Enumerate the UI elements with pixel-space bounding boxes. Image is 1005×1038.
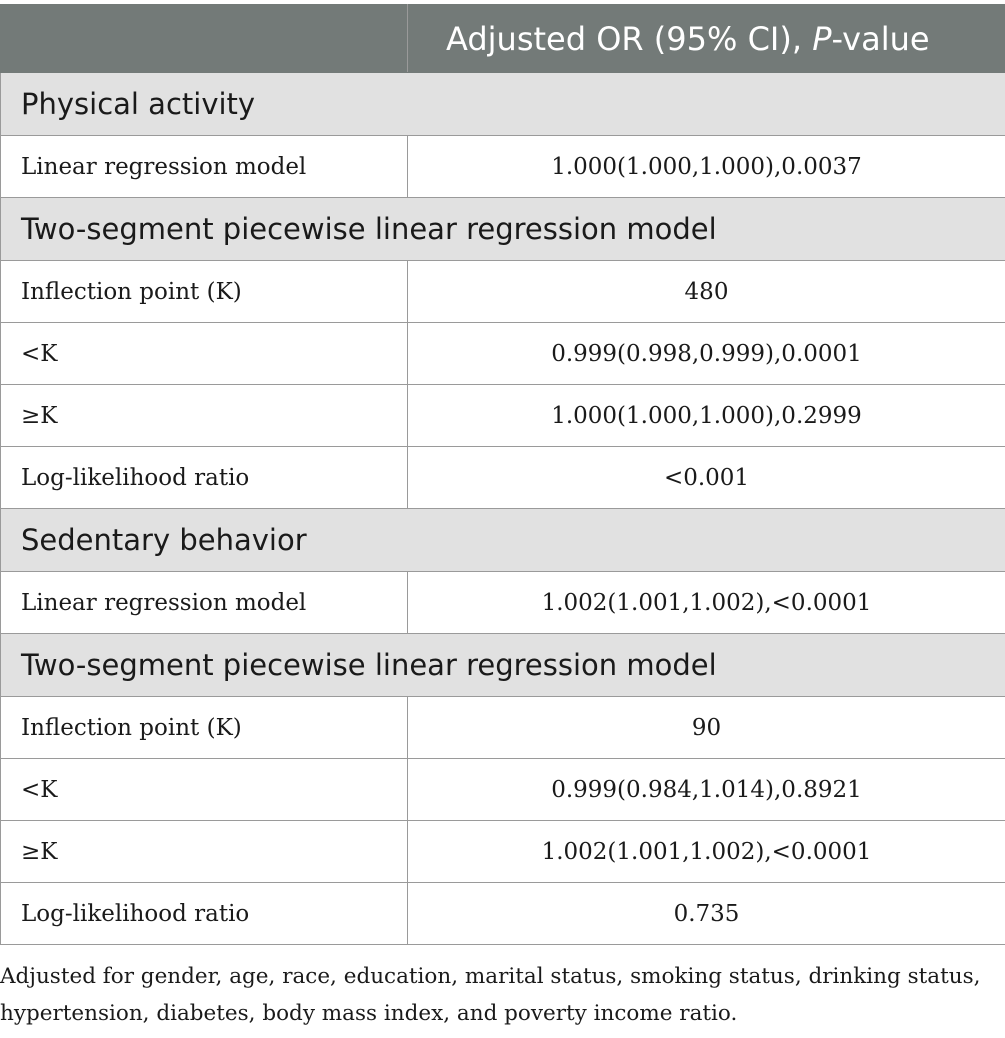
table-row xyxy=(1,697,1005,759)
row-value: 0.999(0.984,1.014),0.8921 xyxy=(408,759,1005,821)
row-value: <0.001 xyxy=(408,447,1005,509)
table-row xyxy=(1,136,1005,198)
header-or-column xyxy=(408,5,1005,73)
row-value: 90 xyxy=(408,697,1005,759)
row-label: Linear regression model xyxy=(1,572,408,634)
table-row xyxy=(1,261,1005,323)
section-title: Two-segment piecewise linear regression model xyxy=(1,198,1005,261)
row-label: Linear regression model xyxy=(1,136,408,198)
header-prefix: Adjusted OR (95% CI), xyxy=(446,19,813,58)
section-row-sedentary-behavior xyxy=(1,509,1005,572)
header-suffix: -value xyxy=(831,19,930,58)
section-title: Two-segment piecewise linear regression model xyxy=(1,634,1005,697)
table-row xyxy=(1,759,1005,821)
row-label: Log-likelihood ratio xyxy=(1,883,408,945)
row-label: ≥K xyxy=(1,821,408,883)
table-row xyxy=(1,323,1005,385)
row-value: 1.000(1.000,1.000),0.2999 xyxy=(408,385,1005,447)
row-label: Inflection point (K) xyxy=(1,697,408,759)
row-label: Inflection point (K) xyxy=(1,261,408,323)
section-row-piecewise-pa xyxy=(1,198,1005,261)
row-label: <K xyxy=(1,759,408,821)
footnote-line-1: Adjusted for gender, age, race, education, marital status, smoking status, drinking status, xyxy=(0,964,981,989)
row-value: 1.002(1.001,1.002),<0.0001 xyxy=(408,572,1005,634)
header-p-italic: P xyxy=(812,19,832,58)
row-value: 0.999(0.998,0.999),0.0001 xyxy=(408,323,1005,385)
table-footnote xyxy=(0,958,1000,1032)
row-value: 1.002(1.001,1.002),<0.0001 xyxy=(408,821,1005,883)
row-label: <K xyxy=(1,323,408,385)
footnote-line-2: hypertension, diabetes, body mass index, and poverty income ratio. xyxy=(0,1001,738,1026)
table-row xyxy=(1,385,1005,447)
table-row xyxy=(1,447,1005,509)
results-table xyxy=(0,4,1005,945)
row-label: ≥K xyxy=(1,385,408,447)
table-row xyxy=(1,883,1005,945)
table-row xyxy=(1,821,1005,883)
row-value: 480 xyxy=(408,261,1005,323)
section-title: Physical activity xyxy=(1,73,1005,136)
row-value: 1.000(1.000,1.000),0.0037 xyxy=(408,136,1005,198)
row-value: 0.735 xyxy=(408,883,1005,945)
section-row-physical-activity xyxy=(1,73,1005,136)
row-label: Log-likelihood ratio xyxy=(1,447,408,509)
section-row-piecewise-sb xyxy=(1,634,1005,697)
section-title: Sedentary behavior xyxy=(1,509,1005,572)
table-header-row xyxy=(1,5,1005,73)
header-empty-cell xyxy=(1,5,408,73)
table-row xyxy=(1,572,1005,634)
